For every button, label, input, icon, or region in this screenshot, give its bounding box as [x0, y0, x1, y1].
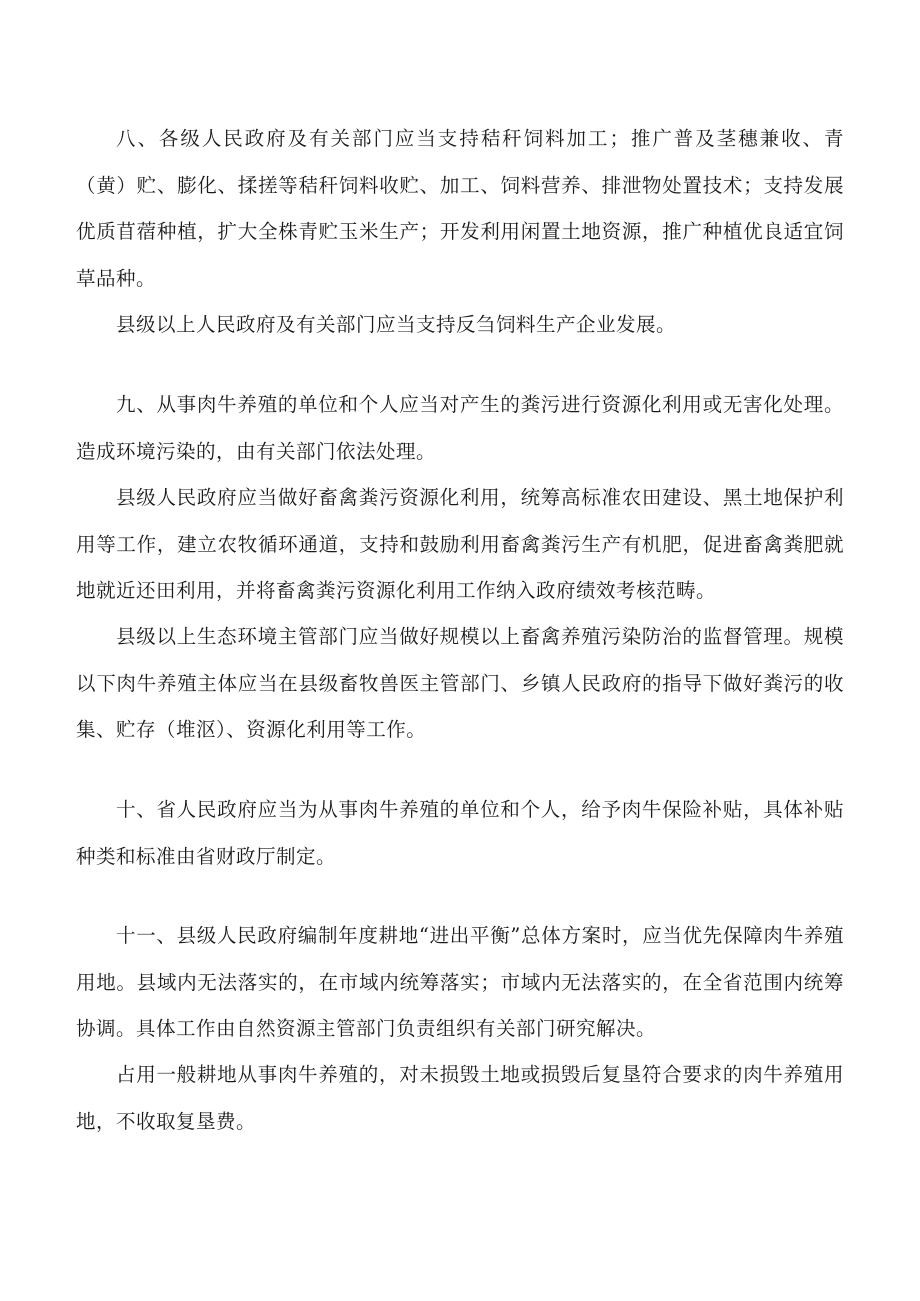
- paragraph-article-11-sub: 占用一般耕地从事肉牛养殖的，对未损毁土地或损毁后复垦符合要求的肉牛养殖用地，不收取复垦费。: [76, 1063, 844, 1133]
- paragraph-article-11: 十一、县级人民政府编制年度耕地“进出平衡”总体方案时，应当优先保障肉牛养殖用地。县域内无法落实的，在市域内统筹落实；市域内无法落实的，在全省范围内统筹协调。具体工作由自然资源主管部门负责组织有关部门研究解决。: [76, 924, 844, 1040]
- paragraph-article-9: 九、从事肉牛养殖的单位和个人应当对产生的粪污进行资源化利用或无害化处理。造成环境污染的，由有关部门依法处理。: [76, 393, 844, 463]
- paragraph-article-9-sub-1: 县级人民政府应当做好畜禽粪污资源化利用，统筹高标准农田建设、黑土地保护利用等工作，建立农牧循环通道，支持和鼓励利用畜禽粪污生产有机肥，促进畜禽粪肥就地就近还田利用，并将畜禽粪污资源化利用工作纳入政府绩效考核范畴。: [76, 486, 844, 602]
- paragraph-article-8-sub: 县级以上人民政府及有关部门应当支持反刍饲料生产企业发展。: [116, 313, 677, 336]
- paragraph-article-9-sub-2: 县级以上生态环境主管部门应当做好规模以上畜禽养殖污染防治的监督管理。规模以下肉牛养殖主体应当在县级畜牧兽医主管部门、乡镇人民政府的指导下做好粪污的收集、贮存（堆沤）、资源化利用等工作。: [76, 625, 844, 741]
- paragraph-article-8: 八、各级人民政府及有关部门应当支持秸秆饲料加工；推广普及茎穗兼收、青（黄）贮、膨化、揉搓等秸秆饲料收贮、加工、饲料营养、排泄物处置技术；支持发展优质苜蓿种植，扩大全株青贮玉米生产；开发利用闲置土地资源，推广种植优良适宜饲草品种。: [76, 127, 844, 290]
- paragraph-article-10: 十、省人民政府应当为从事肉牛养殖的单位和个人，给予肉牛保险补贴，具体补贴种类和标准由省财政厅制定。: [76, 798, 844, 868]
